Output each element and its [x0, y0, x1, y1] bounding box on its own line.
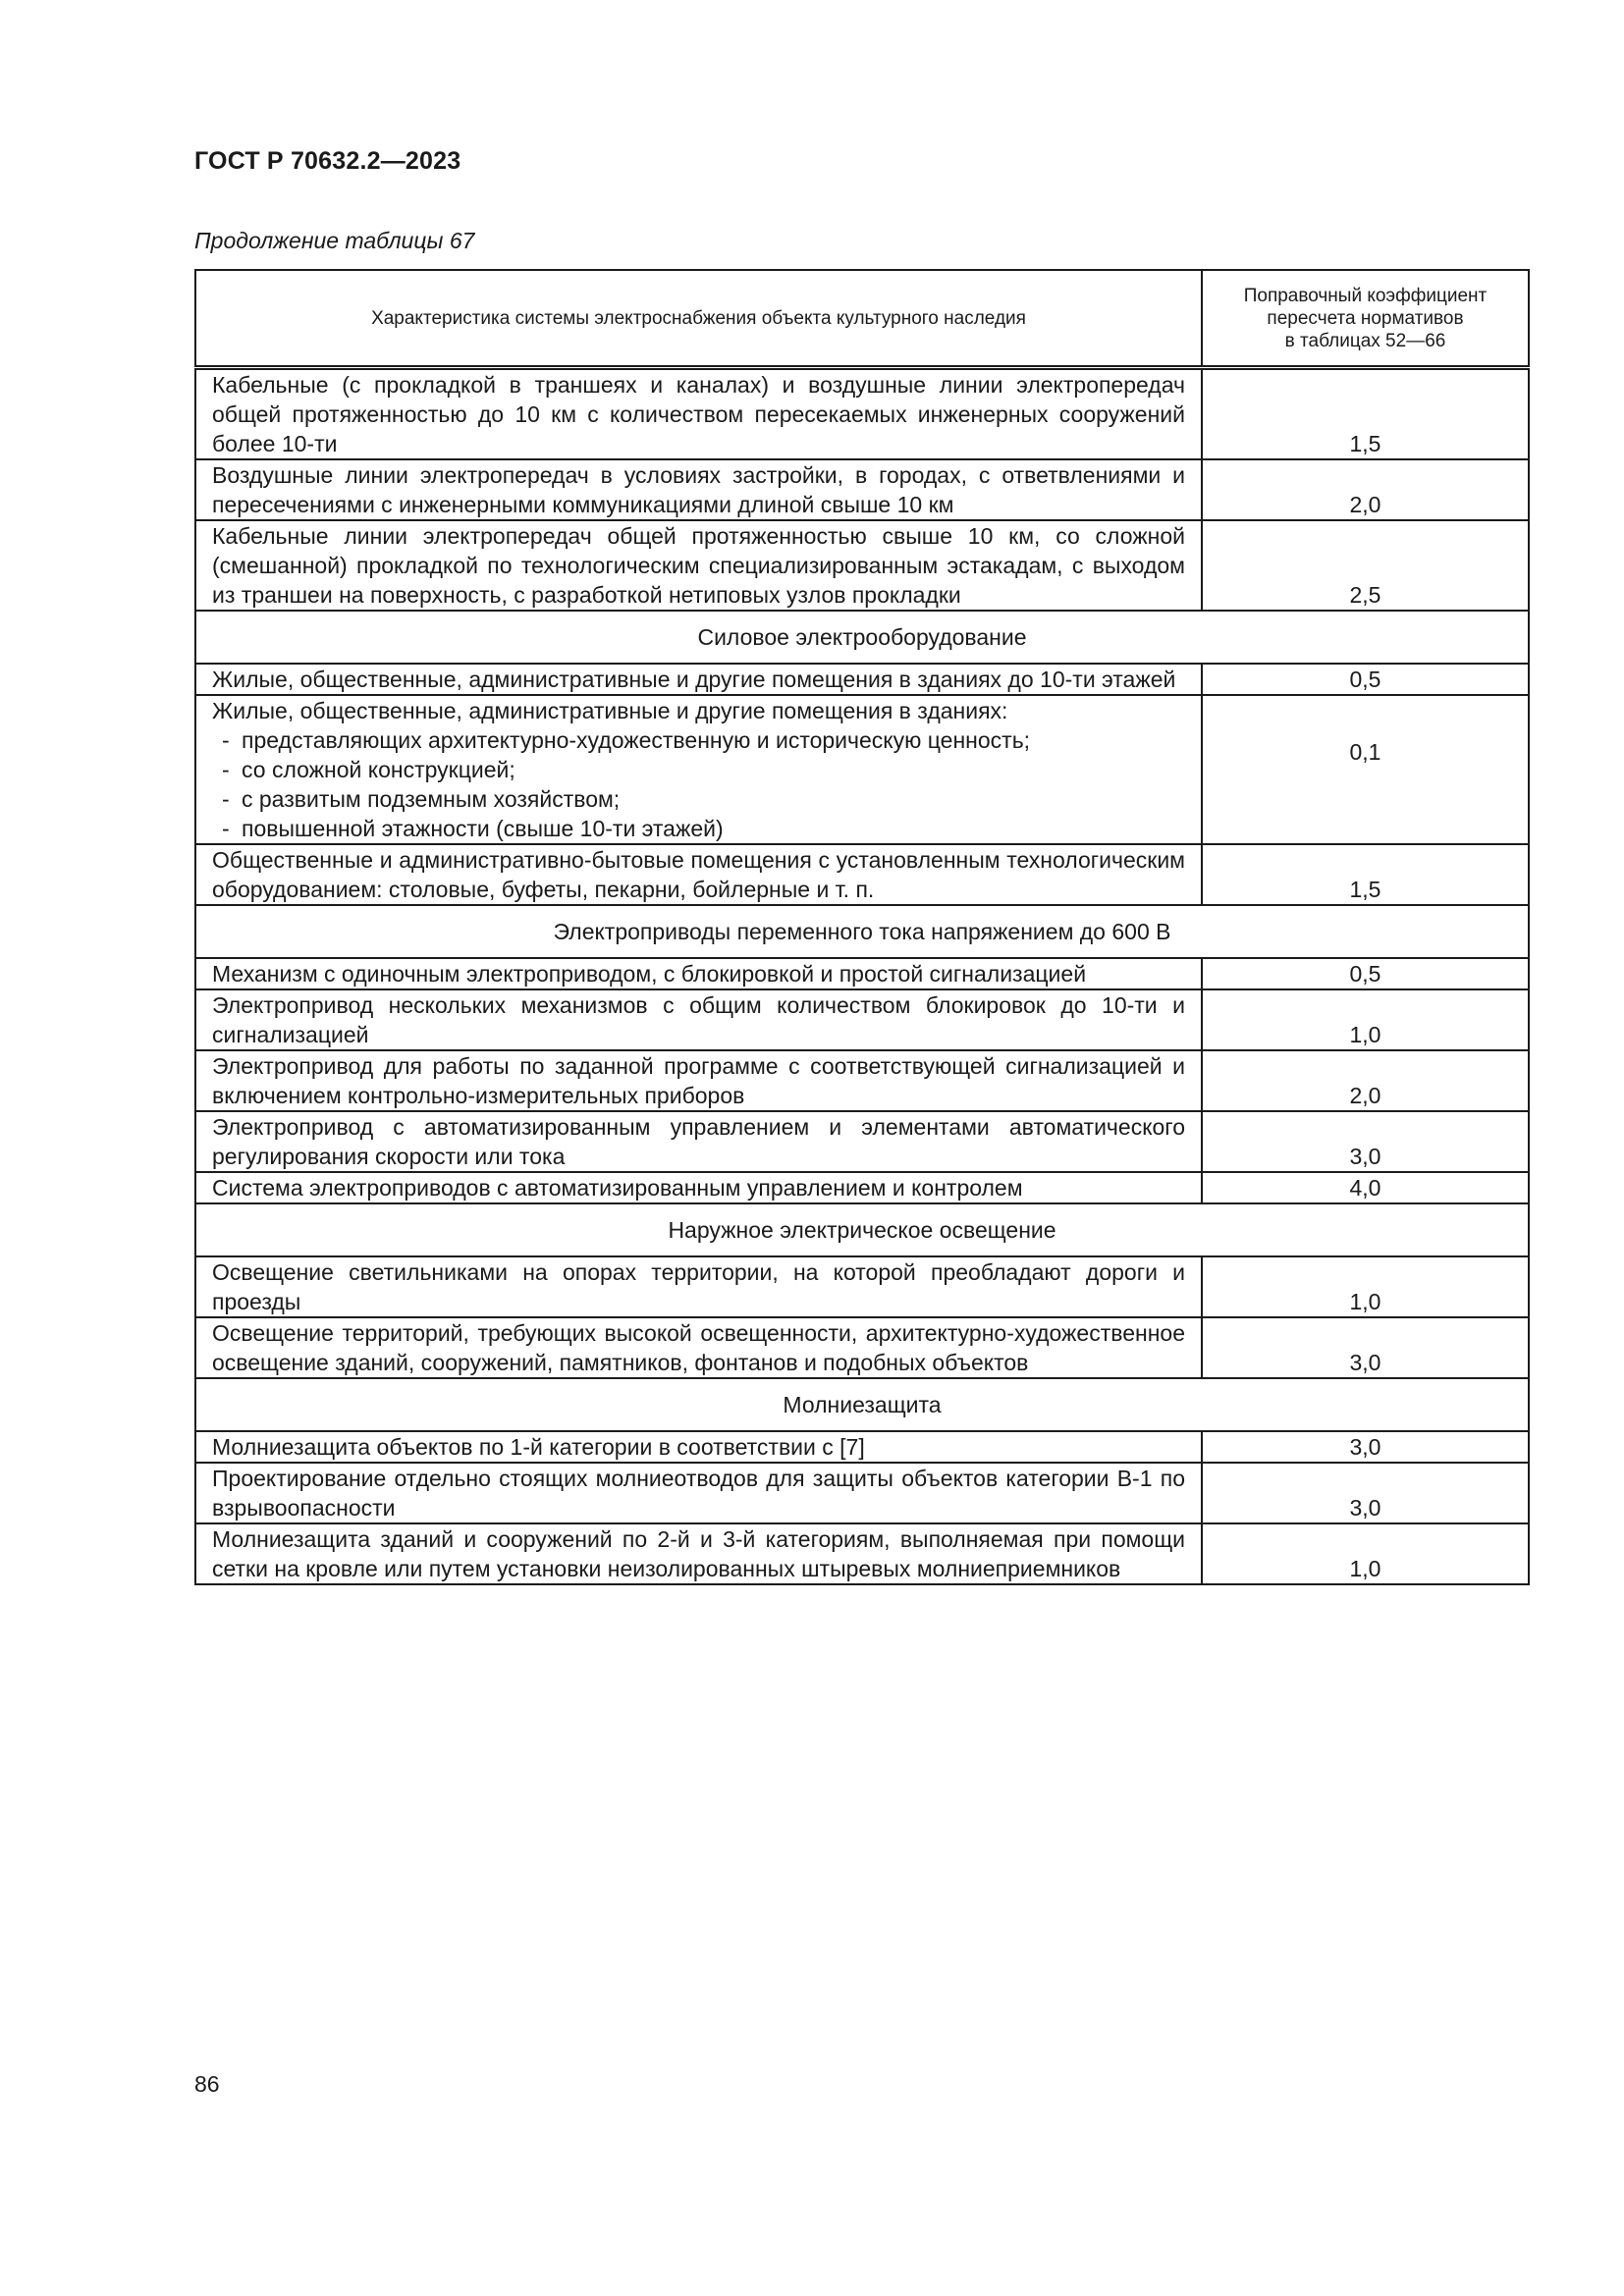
row-coefficient: 1,5 — [1202, 844, 1529, 905]
table-row — [195, 1111, 1529, 1172]
row-description: Механизм с одиночным электроприводом, с блокировкой и простой сигнализацией — [195, 958, 1202, 989]
dash-list — [212, 725, 1185, 843]
section-row — [195, 1378, 1529, 1431]
row-description: Молниезащита объектов по 1-й категории в соответствии с [7] — [195, 1431, 1202, 1463]
row-description: Система электроприводов с автоматизированным управлением и контролем — [195, 1172, 1202, 1203]
row-coefficient: 1,0 — [1202, 1256, 1529, 1317]
row-coefficient: 4,0 — [1202, 1172, 1529, 1203]
table-row — [195, 1172, 1529, 1203]
row-description-intro: Жилые, общественные, административные и другие помещения в зданиях: — [212, 698, 1008, 723]
row-description: Электропривод для работы по заданной программе с соответствующей сигнализацией и включением контрольно-измерительных приборов — [195, 1050, 1202, 1111]
row-coefficient: 1,0 — [1202, 1523, 1529, 1584]
table-row — [195, 459, 1529, 520]
table-row — [195, 1317, 1529, 1378]
table-row — [195, 1050, 1529, 1111]
row-coefficient: 0,5 — [1202, 958, 1529, 989]
list-item: - со сложной конструкцией; — [242, 755, 1185, 784]
table-row — [195, 1431, 1529, 1463]
section-title: Силовое электрооборудование — [195, 611, 1529, 664]
row-coefficient: 3,0 — [1202, 1463, 1529, 1523]
row-description: Электропривод нескольких механизмов с общим количеством блокировок до 10-ти и сигнализацией — [195, 989, 1202, 1050]
section-title: Молниезащита — [195, 1378, 1529, 1431]
section-row — [195, 905, 1529, 958]
row-coefficient: 0,5 — [1202, 664, 1529, 695]
section-row — [195, 1203, 1529, 1256]
column-header-line: пересчета нормативов — [1267, 307, 1464, 329]
row-description: Жилые, общественные, административные и другие помещения в зданиях до 10-ти этажей — [195, 664, 1202, 695]
row-coefficient: 0,1 — [1202, 695, 1529, 844]
row-description: Освещение территорий, требующих высокой освещенности, архитектурно-художественное освещение зданий, сооружений, памятников, фонтанов и подобных объектов — [195, 1317, 1202, 1378]
table-row — [195, 664, 1529, 695]
column-header-coefficient — [1202, 270, 1529, 368]
column-header-characteristic: Характеристика системы электроснабжения объекта культурного наследия — [195, 270, 1202, 368]
table-row — [195, 1256, 1529, 1317]
table-row — [195, 958, 1529, 989]
row-coefficient: 2,5 — [1202, 520, 1529, 611]
row-description — [195, 695, 1202, 844]
row-description: Кабельные (с прокладкой в траншеях и каналах) и воздушные линии электропередач общей протяженностью до 10 км с количеством пересекаемых инженерных сооружений более 10-ти — [195, 368, 1202, 460]
table-row — [195, 520, 1529, 611]
row-coefficient: 2,0 — [1202, 459, 1529, 520]
row-coefficient: 3,0 — [1202, 1317, 1529, 1378]
column-header-line: Поправочный коэффициент — [1243, 285, 1488, 306]
list-item: - повышенной этажности (свыше 10-ти этажей) — [242, 814, 1185, 843]
section-row — [195, 611, 1529, 664]
section-title: Электроприводы переменного тока напряжением до 600 В — [195, 905, 1529, 958]
row-description: Проектирование отдельно стоящих молниеотводов для защиты объектов категории В-1 по взрывоопасности — [195, 1463, 1202, 1523]
table-row — [195, 1463, 1529, 1523]
row-coefficient: 2,0 — [1202, 1050, 1529, 1111]
section-title: Наружное электрическое освещение — [195, 1203, 1529, 1256]
list-item: - с развитым подземным хозяйством; — [242, 784, 1185, 814]
coefficients-table — [194, 269, 1530, 1585]
row-description: Общественные и административно-бытовые помещения с установленным технологическим оборудованием: столовые, буфеты, пекарни, бойлерные и т. п. — [195, 844, 1202, 905]
row-description: Электропривод с автоматизированным управлением и элементами автоматического регулирования скорости или тока — [195, 1111, 1202, 1172]
row-coefficient: 1,5 — [1202, 368, 1529, 460]
row-description: Освещение светильниками на опорах территории, на которой преобладают дороги и проезды — [195, 1256, 1202, 1317]
table-row — [195, 695, 1529, 844]
row-description: Кабельные линии электропередач общей протяженностью свыше 10 км, со сложной (смешанной) прокладкой по технологическим специализированным эстакадам, с выходом из траншеи на поверхность, с разработкой нетиповых узлов прокладки — [195, 520, 1202, 611]
page-number: 86 — [194, 2071, 220, 2097]
row-description: Воздушные линии электропередач в условиях застройки, в городах, с ответвлениями и пересечениями с инженерными коммуникациями длиной свыше 10 км — [195, 459, 1202, 520]
table-row — [195, 368, 1529, 460]
table-row — [195, 989, 1529, 1050]
table-header-row — [195, 270, 1529, 368]
list-item: - представляющих архитектурно-художественную и историческую ценность; — [242, 725, 1185, 755]
row-coefficient: 3,0 — [1202, 1431, 1529, 1463]
table-row — [195, 844, 1529, 905]
row-coefficient: 3,0 — [1202, 1111, 1529, 1172]
row-coefficient: 1,0 — [1202, 989, 1529, 1050]
document-code: ГОСТ Р 70632.2—2023 — [194, 147, 461, 175]
table-row — [195, 1523, 1529, 1584]
row-description: Молниезащита зданий и сооружений по 2-й и 3-й категориям, выполняемая при помощи сетки на кровле или путем установки неизолированных штыревых молниеприемников — [195, 1523, 1202, 1584]
table-caption: Продолжение таблицы 67 — [194, 228, 475, 253]
column-header-line: в таблицах 52—66 — [1284, 330, 1446, 351]
